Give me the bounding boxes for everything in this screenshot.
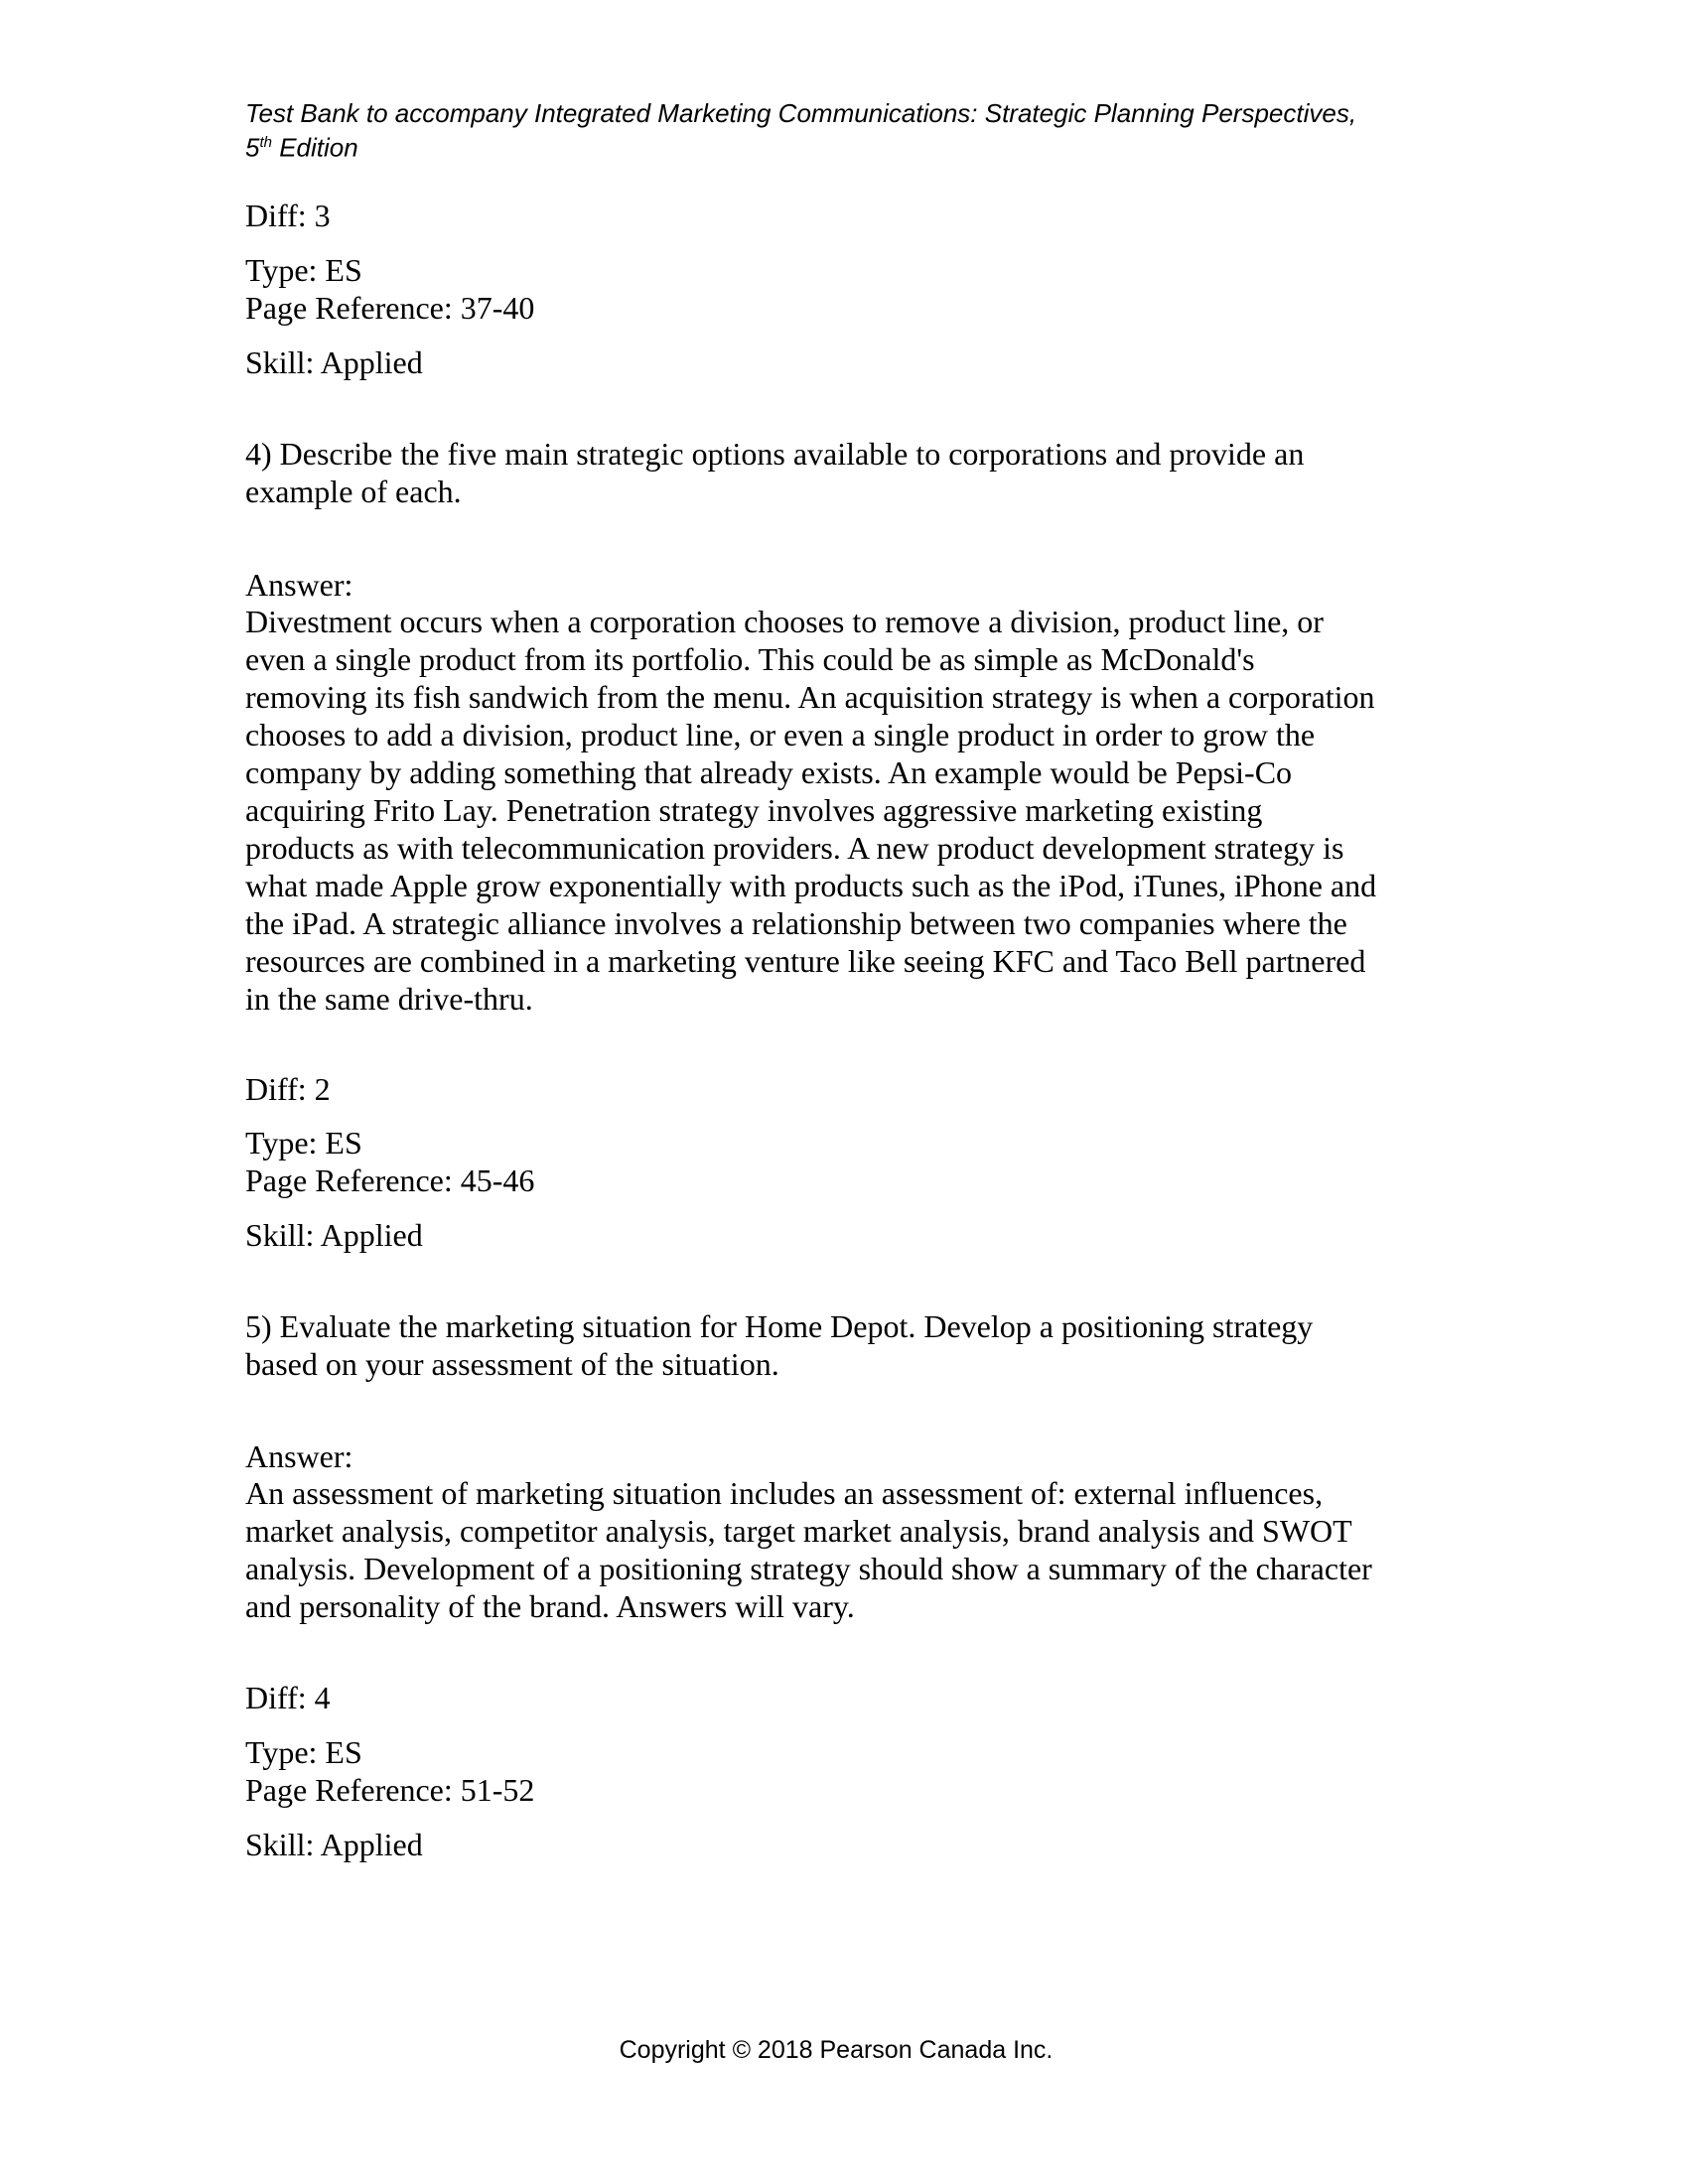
q4-question [245, 435, 1304, 510]
answer-line: products as with telecommunication providers. A new product development strategy is [245, 830, 1344, 866]
q5-question [245, 1307, 1313, 1383]
answer-line: chooses to add a division, product line, or even a single product in order to grow the [245, 717, 1316, 752]
q3-diff: Diff: 3 [245, 198, 331, 233]
edition-number: 5 [245, 132, 260, 163]
q5-diff: Diff: 4 [245, 1680, 331, 1715]
q4-diff: Diff: 2 [245, 1071, 331, 1107]
q3-type: Type: ES [245, 252, 362, 288]
q3-skill: Skill: Applied [245, 344, 423, 380]
answer-line: An assessment of marketing situation includes an assessment of: external influences, [245, 1475, 1324, 1511]
answer-line: and personality of the brand. Answers will vary. [245, 1588, 855, 1624]
answer-line: what made Apple grow exponentially with products such as the iPod, iTunes, iPhone and [245, 868, 1377, 903]
question-line: based on your assessment of the situation. [245, 1346, 779, 1382]
q3-page-reference: Page Reference: 37-40 [245, 290, 535, 326]
answer-line: acquiring Frito Lay. Penetration strategy involves aggressive marketing existing [245, 792, 1263, 828]
answer-line: resources are combined in a marketing venture like seeing KFC and Taco Bell partnered [245, 943, 1366, 979]
q4-skill: Skill: Applied [245, 1217, 423, 1253]
question-line: example of each. [245, 474, 462, 509]
question-line: 5) Evaluate the marketing situation for Home Depot. Develop a positioning strategy [245, 1308, 1314, 1344]
answer-line: the iPad. A strategic alliance involves a relationship between two companies where the [245, 905, 1347, 941]
answer-line: analysis. Development of a positioning strategy should show a summary of the character [245, 1551, 1372, 1586]
answer-line: market analysis, competitor analysis, target market analysis, brand analysis and SWOT [245, 1513, 1352, 1549]
question-line: 4) Describe the five main strategic options available to corporations and provide an [245, 436, 1305, 472]
q5-answer [245, 1474, 1372, 1625]
q4-page-reference: Page Reference: 45-46 [245, 1162, 535, 1198]
q4-type: Type: ES [245, 1125, 362, 1160]
answer-line: in the same drive-thru. [245, 981, 533, 1017]
running-header-edition [245, 128, 358, 163]
edition-superscript: th [259, 134, 272, 151]
q4-answer-label: Answer: [245, 567, 353, 603]
answer-line: removing its fish sandwich from the menu. An acquisition strategy is when a corporation [245, 679, 1375, 715]
answer-line: Divestment occurs when a corporation chooses to remove a division, product line, or [245, 604, 1324, 639]
q5-type: Type: ES [245, 1734, 362, 1770]
answer-line: company by adding something that already exists. An example would be Pepsi-Co [245, 754, 1293, 790]
q5-page-reference: Page Reference: 51-52 [245, 1772, 535, 1808]
q4-answer [245, 603, 1376, 1018]
q5-answer-label: Answer: [245, 1438, 353, 1474]
running-header-title: Test Bank to accompany Integrated Marketing Communications: Strategic Planning Perspectives, [245, 98, 1357, 128]
copyright-footer: Copyright © 2018 Pearson Canada Inc. [619, 2036, 1054, 2064]
answer-line: even a single product from its portfolio. This could be as simple as McDonald's [245, 641, 1255, 677]
q5-skill: Skill: Applied [245, 1827, 423, 1862]
edition-word: Edition [271, 132, 358, 163]
